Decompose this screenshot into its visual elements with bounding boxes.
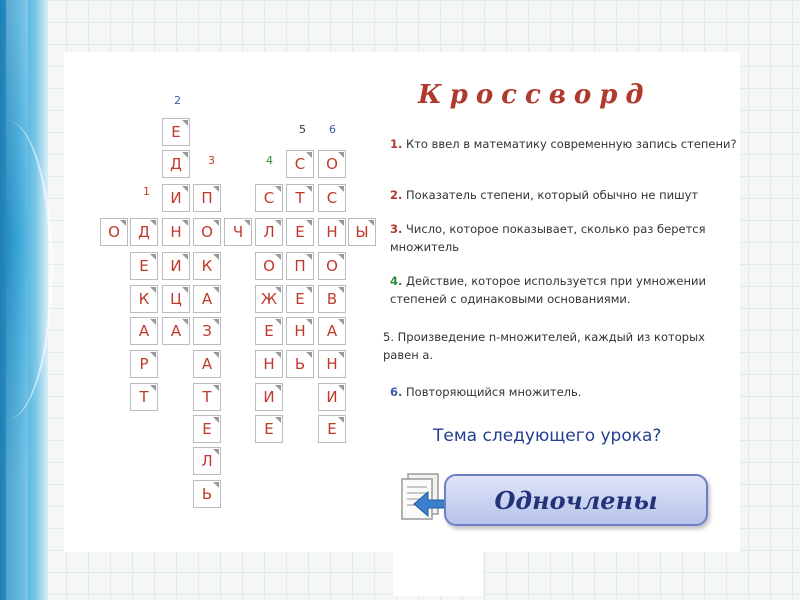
clue-2 <box>390 186 740 204</box>
crossword-cell[interactable]: Д <box>162 150 190 178</box>
crossword-cell[interactable]: Е <box>286 218 314 246</box>
clue-number-1: 1 <box>143 185 150 198</box>
crossword-cell[interactable]: А <box>162 317 190 345</box>
clue-number: 5. <box>383 330 394 344</box>
crossword-cell[interactable]: Т <box>286 184 314 212</box>
clue-1 <box>390 135 740 153</box>
crossword-cell[interactable]: Н <box>318 350 346 378</box>
clue-number: 2. <box>390 188 403 202</box>
clue-number-5: 5 <box>299 123 306 136</box>
crossword-cell[interactable]: Н <box>255 350 283 378</box>
answer-button[interactable]: Одночлены <box>444 474 708 526</box>
crossword-cell[interactable]: С <box>318 184 346 212</box>
crossword-cell[interactable]: Е <box>255 317 283 345</box>
crossword-cell[interactable]: Е <box>193 415 221 443</box>
crossword-cell[interactable]: Т <box>130 383 158 411</box>
crossword-cell[interactable]: И <box>318 383 346 411</box>
crossword-cell[interactable]: П <box>193 184 221 212</box>
crossword-cell[interactable]: В <box>318 285 346 313</box>
crossword-cell[interactable]: Е <box>286 285 314 313</box>
crossword-cell[interactable]: Р <box>130 350 158 378</box>
clue-number-6: 6 <box>329 123 336 136</box>
crossword-cell[interactable]: Л <box>255 218 283 246</box>
crossword-cell[interactable]: О <box>255 252 283 280</box>
crossword-title: Кроссворд <box>418 80 652 110</box>
crossword-cell[interactable]: Ч <box>224 218 252 246</box>
crossword-cell[interactable]: К <box>130 285 158 313</box>
clue-number-4: 4 <box>266 154 273 167</box>
crossword-cell[interactable]: Н <box>318 218 346 246</box>
document-arrow-icon <box>392 470 450 528</box>
crossword-cell[interactable]: П <box>286 252 314 280</box>
crossword-cell[interactable]: К <box>193 252 221 280</box>
crossword-cell[interactable]: О <box>193 218 221 246</box>
crossword-cell[interactable]: Е <box>255 415 283 443</box>
crossword-cell[interactable]: Ж <box>255 285 283 313</box>
crossword-cell[interactable]: Ы <box>348 218 376 246</box>
clue-text: Произведение n-множителей, каждый из которых равен a. <box>383 330 705 362</box>
crossword-cell[interactable]: Е <box>318 415 346 443</box>
crossword-cell[interactable]: Ь <box>193 480 221 508</box>
crossword-cell[interactable]: Ь <box>286 350 314 378</box>
clue-5 <box>383 328 733 364</box>
crossword-cell[interactable]: О <box>318 252 346 280</box>
crossword-cell[interactable]: С <box>286 150 314 178</box>
crossword-cell[interactable]: С <box>255 184 283 212</box>
clue-text: Кто ввел в математику современную запись степени? <box>406 137 737 151</box>
clue-number: 1. <box>390 137 403 151</box>
crossword-cell[interactable]: Н <box>162 218 190 246</box>
crossword-cell[interactable]: А <box>193 285 221 313</box>
crossword-cell[interactable]: З <box>193 317 221 345</box>
side-decoration-band <box>0 0 48 600</box>
crossword-cell[interactable]: А <box>130 317 158 345</box>
bottom-white-patch <box>393 552 483 596</box>
crossword-cell[interactable]: Н <box>286 317 314 345</box>
clue-4 <box>390 272 740 308</box>
crossword-cell[interactable]: И <box>162 184 190 212</box>
clue-number: 3. <box>390 222 403 236</box>
crossword-cell[interactable]: А <box>318 317 346 345</box>
clue-text: Показатель степени, который обычно не пишут <box>406 188 699 202</box>
crossword-cell[interactable]: О <box>100 218 128 246</box>
crossword-cell[interactable]: Л <box>193 447 221 475</box>
crossword-cell[interactable]: И <box>162 252 190 280</box>
side-swoosh-decoration <box>0 120 53 420</box>
clue-number-2: 2 <box>174 94 181 107</box>
clue-text: Действие, которое используется при умножении степеней с одинаковыми основаниями. <box>390 274 706 306</box>
crossword-cell[interactable]: Е <box>130 252 158 280</box>
clue-3 <box>390 220 740 256</box>
clue-number: 6. <box>390 385 403 399</box>
crossword-cell[interactable]: И <box>255 383 283 411</box>
next-lesson-question: Тема следующего урока? <box>433 426 662 446</box>
crossword-cell[interactable]: Ц <box>162 285 190 313</box>
clue-6 <box>390 383 740 401</box>
crossword-cell[interactable]: Е <box>162 118 190 146</box>
crossword-cell[interactable]: А <box>193 350 221 378</box>
clue-number: 4. <box>390 274 403 288</box>
clue-number-3: 3 <box>208 154 215 167</box>
crossword-cell[interactable]: Д <box>130 218 158 246</box>
crossword-cell[interactable]: О <box>318 150 346 178</box>
clue-text: Повторяющийся множитель. <box>406 385 582 399</box>
crossword-cell[interactable]: Т <box>193 383 221 411</box>
clue-text: Число, которое показывает, сколько раз берется множитель <box>390 222 706 254</box>
